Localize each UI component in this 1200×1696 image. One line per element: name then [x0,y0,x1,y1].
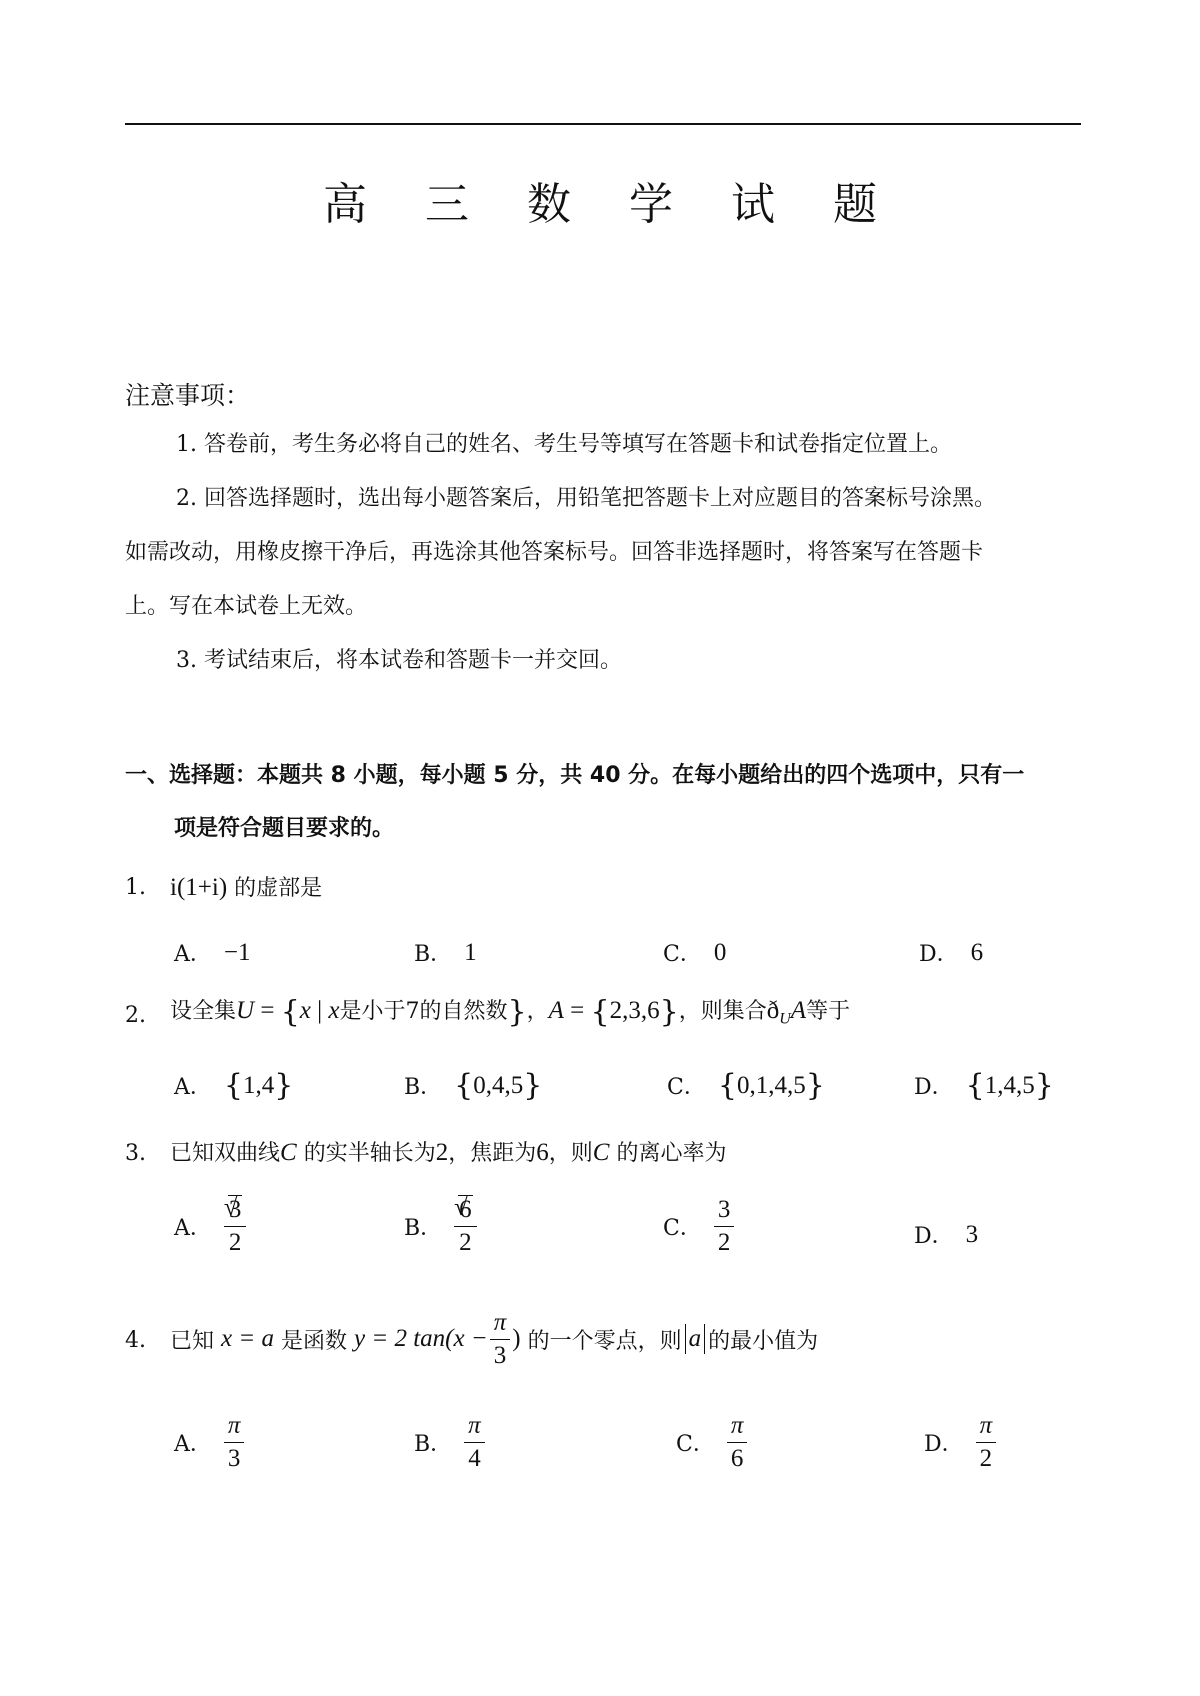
q3-number: 3. [125,1141,146,1166]
q2-A2: A [790,997,807,1024]
q4-func: y = 2 tan(x − [354,1325,488,1352]
option-value: 0,1,4,5 [736,1071,806,1099]
q4-xa: x = a [221,1325,274,1352]
q4-text-3: 的一个零点，则 [527,1328,682,1354]
q3-text-1: 已知双曲线 [170,1141,281,1166]
notice-item-3: 3. 考试结束后，将本试卷和答题卡一并交回。 [176,648,622,673]
q2-set: 2,3,6 [609,997,660,1024]
q2-option-d [914,1068,1054,1103]
q3-option-c [663,1196,734,1256]
option-label: C． [663,1215,702,1241]
q2-A: A [548,997,564,1024]
fraction-numerator: 3 [714,1196,735,1227]
q1-number: 1. [125,875,146,900]
rbrace: } [523,1068,543,1103]
q2-U: U [236,997,255,1024]
q2-stem [170,994,850,1030]
q1-option-b [414,937,477,968]
option-label: C． [663,942,702,967]
fraction-denominator: 4 [468,1444,481,1472]
q3-text-3: ，焦距为 [448,1141,537,1166]
option-value: −1 [223,938,251,966]
q1-expression: i(1+i) [170,874,228,901]
fraction-numerator: π [464,1412,485,1443]
rbrace: } [274,1068,294,1103]
q3-C2: C [592,1139,610,1166]
q2-text-2: ，则集合 [678,999,767,1024]
fraction [727,1412,748,1472]
option-label: A． [174,1075,212,1100]
q2-number: 2. [125,1003,146,1028]
q4-abs: a [688,1325,702,1352]
q3-text-4: ，则 [548,1141,593,1166]
option-value: 0,4,5 [473,1071,524,1099]
abs-bar-left [685,1324,686,1354]
fraction-numerator [224,1196,247,1227]
rbrace: } [1034,1068,1054,1103]
notice-item-2: 2. 回答选择题时，选出每小题答案后，用铅笔把答题卡上对应题目的答案标号涂黑。 [176,486,996,511]
option-value: 0 [713,938,727,966]
option-label: B． [414,942,453,967]
option-label: B． [414,1431,453,1457]
q4-option-d [924,1412,996,1472]
fraction-denominator: 3 [227,1444,241,1472]
q2-option-b [404,1068,542,1103]
fraction-denominator: 2 [228,1228,242,1256]
q2-rbrace-2: } [659,994,679,1030]
q2-text-1: 设全集 [170,999,237,1024]
lbrace: { [223,1068,243,1103]
fraction [224,1412,245,1472]
fraction-denominator: 2 [717,1228,731,1256]
fraction [454,1196,477,1256]
option-label: D． [919,942,959,967]
q2-option-a [174,1068,293,1103]
option-value: 6 [970,938,984,966]
option-label: B． [404,1215,443,1241]
q4-stem [170,1309,818,1369]
q2-rbrace: } [507,994,527,1030]
q3-option-d [914,1219,978,1250]
q4-option-b [414,1412,485,1472]
option-label: D． [914,1075,954,1100]
option-value: 1,4,5 [984,1071,1035,1099]
q3-stem [170,1136,726,1167]
fraction [224,1196,247,1256]
notice-item-2-cont: 如需改动，用橡皮擦干净后，再选涂其他答案标号。回答非选择题时，将答案写在答题卡 [125,540,984,565]
fraction-numerator: π [224,1412,245,1443]
option-value: 1 [464,938,477,966]
q2-x1: x [299,997,311,1024]
q3-text-2: 的实半轴长为 [303,1141,436,1166]
option-value: 1,4 [242,1071,275,1099]
q4-text-1: 已知 [170,1328,215,1354]
q3-option-b [404,1196,477,1256]
q4-number: 4. [125,1328,146,1353]
q2-eq: = [254,997,281,1024]
q2-eq2: = [563,997,591,1024]
fraction-denominator: 3 [493,1341,507,1369]
q2-option-c [667,1068,825,1103]
q1-text: 的虚部是 [234,876,323,901]
fraction [714,1196,735,1256]
q2-text-3: 等于 [806,999,851,1024]
option-label: A． [174,942,212,967]
q2-x2: x [328,997,340,1024]
option-label: A． [174,1215,212,1241]
option-label: D． [924,1431,964,1457]
q1-stem [170,871,322,902]
q2-lbrace: { [280,994,300,1030]
lbrace: { [717,1068,737,1103]
section-heading-line1: 一、选择题：本题共 8 小题，每小题 5 分，共 40 分。在每小题给出的四个选项中，只有一 [125,763,1025,788]
option-label: C． [667,1075,706,1100]
notice-heading: 注意事项： [125,381,251,410]
fraction-numerator [454,1196,477,1227]
notice-item-1: 1. 答卷前，考生务必将自己的姓名、考生号等填写在答题卡和试卷指定位置上。 [176,432,952,457]
radicand: 6 [459,1196,472,1223]
option-value: 3 [965,1220,979,1248]
rbrace: } [805,1068,825,1103]
option-label: D． [914,1224,954,1249]
q2-lbrace-2: { [590,994,610,1030]
q1-option-d [919,937,983,968]
fraction [976,1412,997,1472]
fraction-numerator: π [976,1412,997,1443]
q2-cond: 是小于7的自然数 [339,999,508,1024]
fraction-numerator: π [727,1412,748,1443]
q4-close-paren: ) [512,1325,521,1352]
q4-option-a [174,1412,244,1472]
q1-option-c [663,937,726,968]
q4-option-c [676,1412,747,1472]
q3-C: C [280,1139,297,1166]
section-heading-line2: 项是符合题目要求的。 [174,816,395,841]
q2-comma: ， [526,999,549,1024]
q2-mid: | [310,997,329,1024]
option-label: B． [404,1075,443,1100]
q3-n2: 6 [536,1139,549,1166]
option-label: A． [174,1431,212,1457]
fraction-denominator: 2 [979,1444,993,1472]
lbrace: { [454,1068,474,1103]
page-title: 高 三 数 学 试 题 [323,179,899,230]
q4-text-2: 是函数 [280,1328,347,1354]
q1-option-a [174,937,251,968]
notice-item-2-end: 上。写在本试卷上无效。 [125,594,368,619]
fraction-denominator: 6 [730,1444,744,1472]
q2-sub: U [779,1010,791,1028]
q3-n1: 2 [435,1139,449,1166]
abs-bar-right [704,1324,705,1354]
lbrace: { [965,1068,985,1103]
fraction-denominator: 2 [459,1228,472,1256]
fraction [464,1412,485,1472]
q3-text-5: 的离心率为 [616,1141,727,1166]
option-label: C． [676,1431,715,1457]
fraction-numerator: π [490,1309,511,1340]
q3-option-a [174,1196,246,1256]
top-rule [125,123,1081,125]
q4-fraction [490,1309,511,1369]
q2-complement: ð [766,997,780,1024]
radicand: 3 [228,1196,242,1223]
q4-text-4: 的最小值为 [708,1328,819,1354]
